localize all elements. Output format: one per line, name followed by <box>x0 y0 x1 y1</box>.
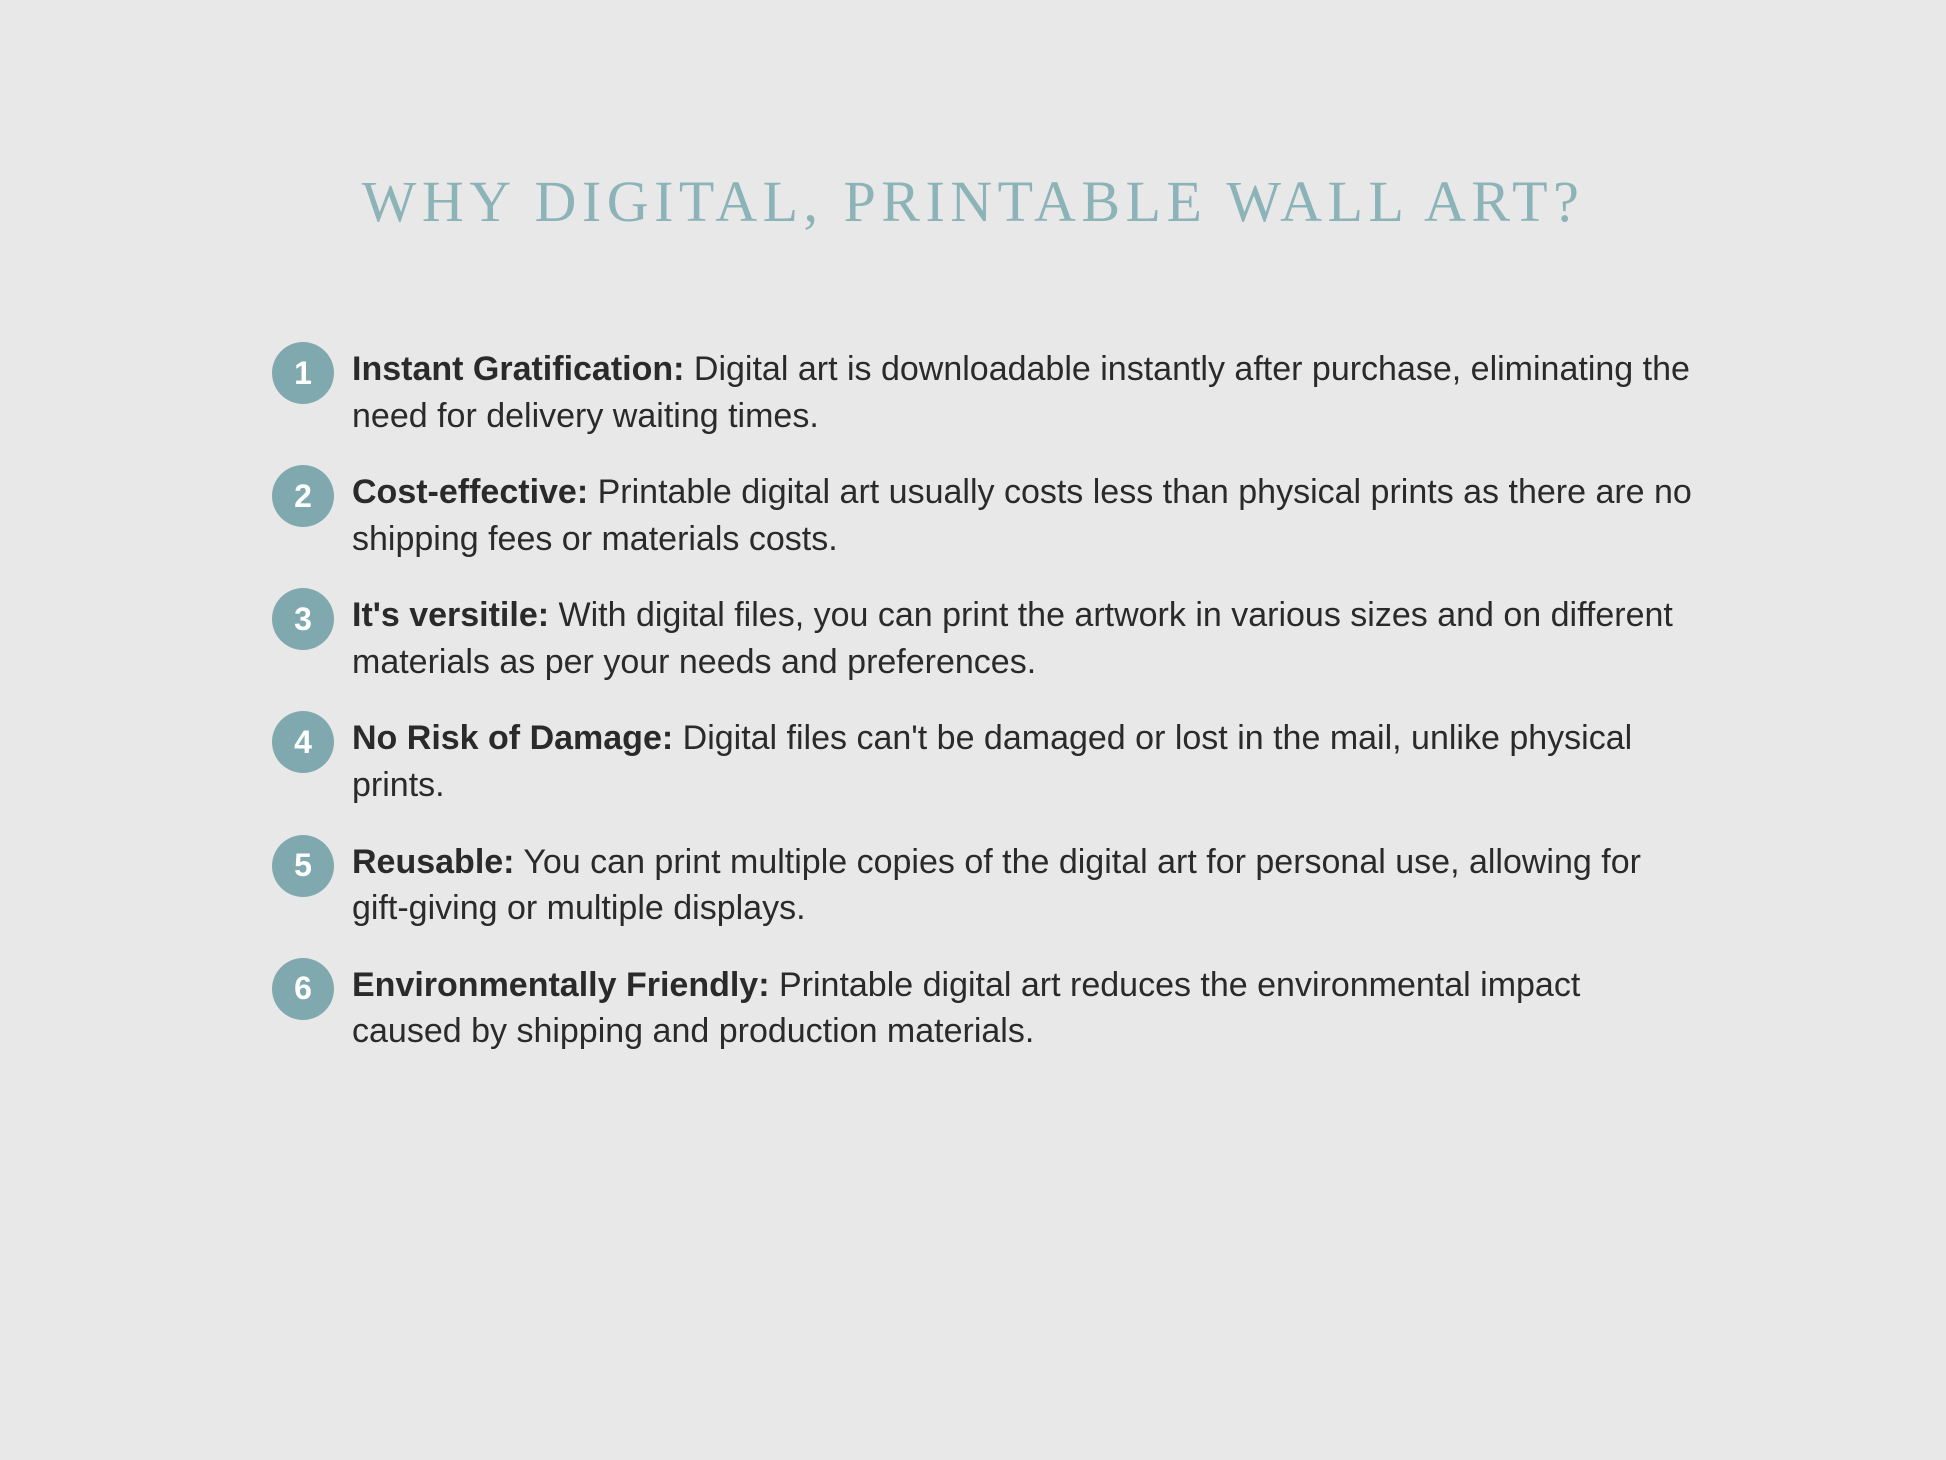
item-number-badge: 5 <box>272 835 334 897</box>
item-body: With digital files, you can print the artwork in various sizes and on different materials as per your needs and preferences. <box>352 596 1673 681</box>
item-text <box>352 709 1692 808</box>
benefits-list <box>272 340 1692 1079</box>
item-text <box>352 586 1692 685</box>
item-lead: Cost-effective: <box>352 473 589 512</box>
list-item <box>272 463 1692 562</box>
item-number-badge: 3 <box>272 588 334 650</box>
item-lead: It's versitile: <box>352 596 550 635</box>
item-body: Printable digital art usually costs less than physical prints as there are no shipping fees or materials costs. <box>352 473 1692 558</box>
item-text <box>352 956 1692 1055</box>
item-number-badge: 2 <box>272 465 334 527</box>
item-lead: Reusable: <box>352 842 515 881</box>
item-body: Printable digital art reduces the environmental impact caused by shipping and production materials. <box>352 965 1581 1051</box>
item-number-badge: 1 <box>272 342 334 404</box>
list-item <box>272 833 1692 932</box>
item-text <box>352 340 1692 439</box>
list-item <box>272 340 1692 439</box>
item-text <box>352 463 1692 562</box>
item-text <box>352 833 1692 932</box>
item-lead: No Risk of Damage: <box>352 719 674 758</box>
item-number-badge: 6 <box>272 958 334 1020</box>
item-body: Digital files can't be damaged or lost in the mail, unlike physical prints. <box>352 719 1633 805</box>
item-lead: Instant Gratification: <box>352 350 685 388</box>
item-number-badge: 4 <box>272 711 334 773</box>
item-body: You can print multiple copies of the digital art for personal use, allowing for gift-giving or multiple displays. <box>352 842 1641 928</box>
item-body: Digital art is downloadable instantly after purchase, eliminating the need for delivery waiting times. <box>352 350 1690 435</box>
list-item <box>272 709 1692 808</box>
page-title: WHY DIGITAL, PRINTABLE WALL ART? <box>361 169 1585 234</box>
list-item <box>272 586 1692 685</box>
item-lead: Environmentally Friendly: <box>352 965 770 1004</box>
list-item <box>272 956 1692 1055</box>
